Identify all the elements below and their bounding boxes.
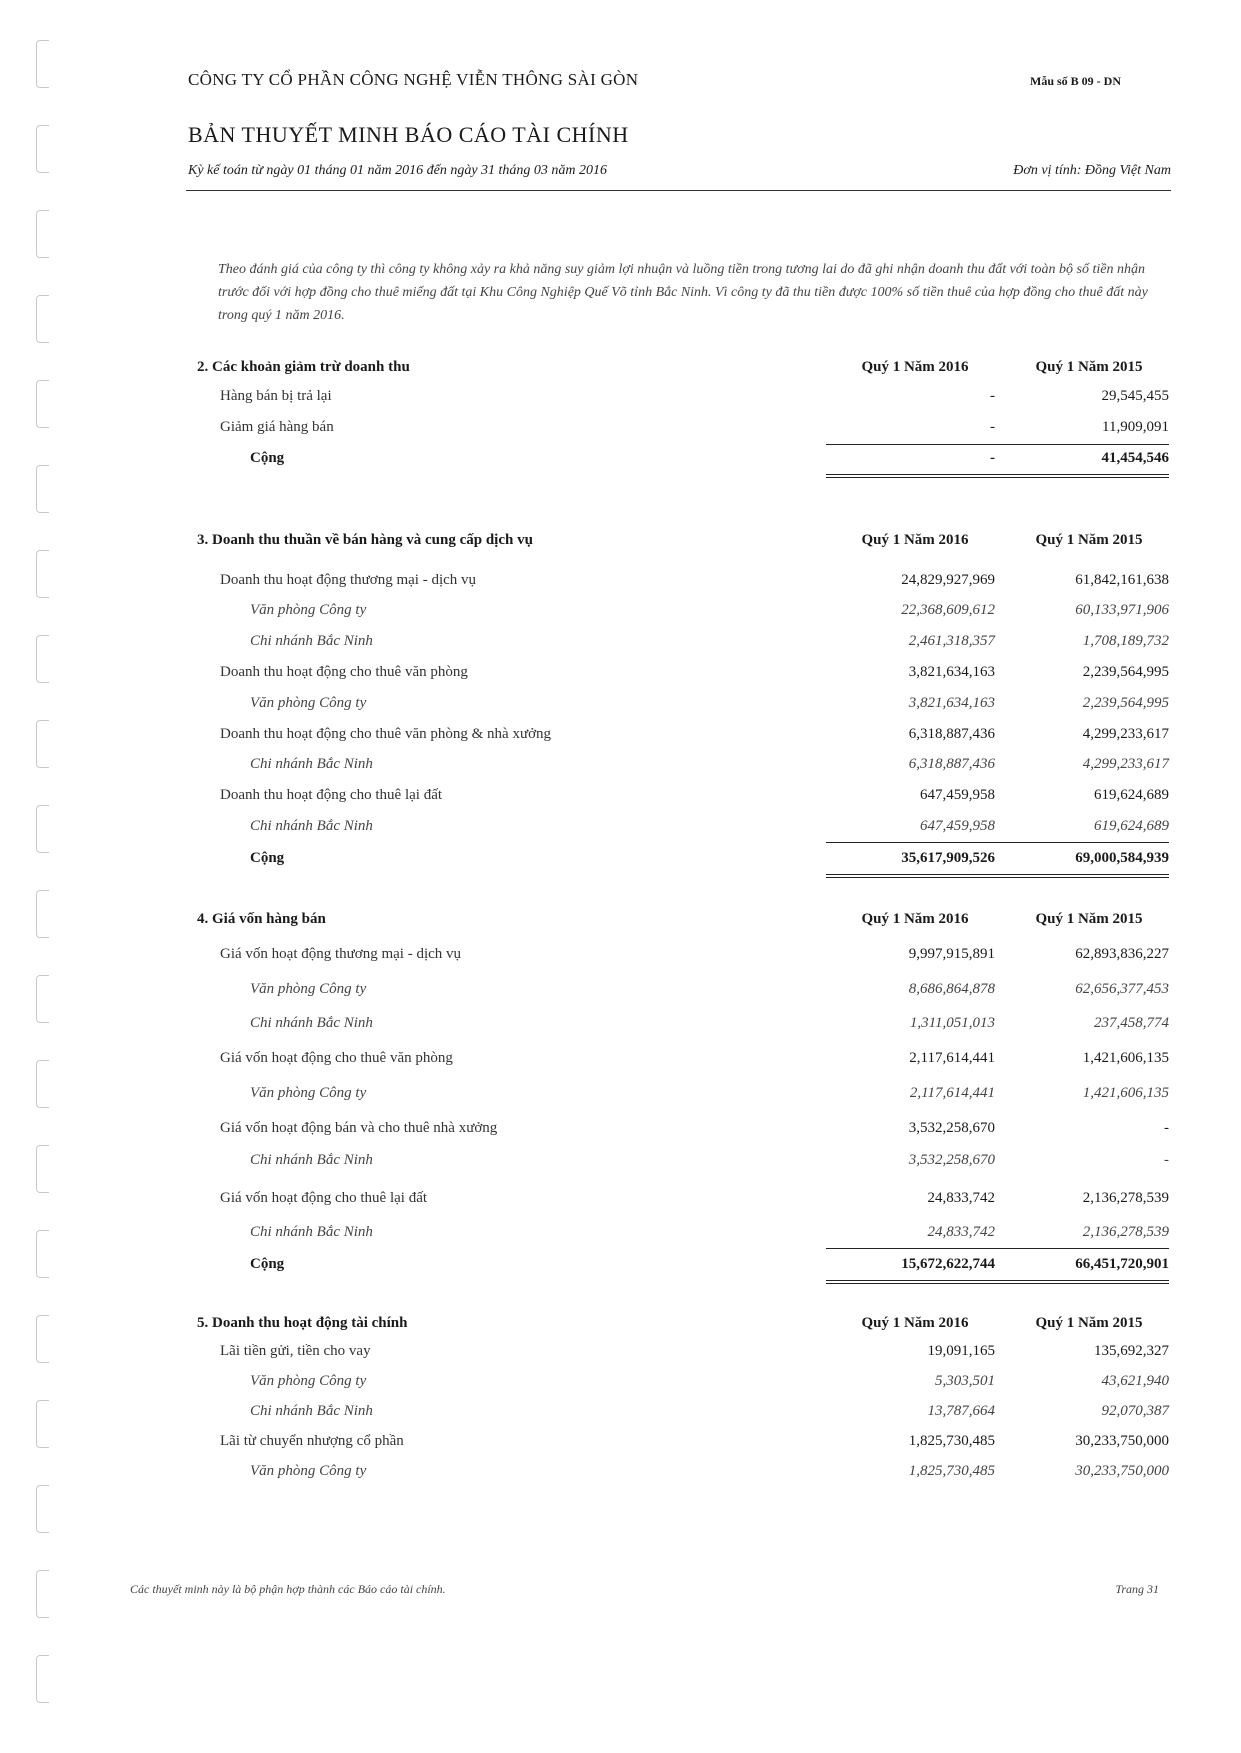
value-2016: 3,532,258,670 [908, 1152, 995, 1168]
footer-note: Các thuyết minh này là bộ phận hợp thành các Báo cáo tài chính. [130, 1582, 446, 1596]
value-2015: 1,421,606,135 [1082, 1050, 1169, 1066]
row-label: Giá vốn hoạt động thương mại - dịch vụ [220, 946, 462, 962]
table-row [0, 722, 1241, 748]
column-header-2016: Quý 1 Năm 2016 [861, 1315, 969, 1331]
table-row [0, 783, 1241, 809]
row-label: Doanh thu hoạt động thương mại - dịch vụ [220, 572, 477, 588]
column-header-2015: Quý 1 Năm 2015 [1035, 911, 1143, 927]
company-name: CÔNG TY CỔ PHẦN CÔNG NGHỆ VIỄN THÔNG SÀI GÒN [188, 70, 639, 89]
value-2015: 4,299,233,617 [1082, 756, 1169, 772]
value-2015: 2,239,564,995 [1082, 664, 1169, 680]
value-2016: 1,825,730,485 [908, 1433, 995, 1449]
table-row [0, 1399, 1241, 1425]
value-2016: 2,117,614,441 [909, 1085, 995, 1101]
value-2016: 22,368,609,612 [901, 602, 995, 618]
table-row [0, 942, 1241, 968]
value-2015: 11,909,091 [1102, 419, 1169, 435]
value-2016: 3,532,258,670 [908, 1120, 995, 1136]
intro-paragraph: Theo đánh giá của công ty thì công ty không xảy ra khả năng suy giảm lợi nhuận và luồng tiền trong tương lai do đã ghi nhận doanh thu đất với toàn bộ số tiền nhận trước đối với hợp đồng cho thuê miếng đất tại Khu Công Nghiệp Quế Võ tỉnh Bắc Ninh. Vì công ty đã thu tiền được 100% số tiền thuê của hợp đồng cho thuê đất này trong quý 1 năm 2016. [218, 262, 1148, 323]
table-row [0, 1429, 1241, 1455]
row-label: Chi nhánh Bắc Ninh [250, 1224, 373, 1240]
value-2016: 2,117,614,441 [909, 1050, 995, 1066]
total-2016: 35,617,909,526 [901, 850, 995, 866]
column-header-2015: Quý 1 Năm 2015 [1035, 359, 1143, 375]
value-2015: 61,842,161,638 [1075, 572, 1169, 588]
table-row [0, 1339, 1241, 1365]
table-row [0, 752, 1241, 778]
value-2016: 647,459,958 [920, 787, 995, 803]
row-label: Doanh thu hoạt động cho thuê văn phòng & nhà xưởng [220, 726, 552, 742]
table-row [0, 814, 1241, 840]
value-2016: 3,821,634,163 [908, 695, 995, 711]
column-header-2016: Quý 1 Năm 2016 [861, 532, 969, 548]
table-row [0, 568, 1241, 594]
value-2016: - [990, 388, 995, 404]
value-2015: - [1164, 1152, 1169, 1168]
table-row [0, 977, 1241, 1003]
value-2016: 6,318,887,436 [908, 726, 995, 742]
value-2015: 1,708,189,732 [1082, 633, 1169, 649]
total-2015: 69,000,584,939 [1075, 850, 1169, 866]
section-header [0, 355, 1241, 381]
value-2016: 1,311,051,013 [909, 1015, 995, 1031]
value-2016: 9,997,915,891 [908, 946, 995, 962]
row-label: Chi nhánh Bắc Ninh [250, 818, 373, 834]
row-label: Hàng bán bị trả lại [220, 388, 332, 404]
row-label: Giá vốn hoạt động cho thuê văn phòng [220, 1050, 453, 1066]
column-header-2015: Quý 1 Năm 2015 [1035, 1315, 1143, 1331]
page-number: Trang 31 [1115, 1582, 1159, 1596]
value-2015: 135,692,327 [1094, 1343, 1169, 1359]
value-2015: 619,624,689 [1094, 818, 1169, 834]
section-title: 5. Doanh thu hoạt động tài chính [197, 1315, 408, 1331]
total-row [0, 1252, 1241, 1278]
row-label: Giá vốn hoạt động cho thuê lại đất [220, 1190, 428, 1206]
table-row [0, 691, 1241, 717]
value-2015: 619,624,689 [1094, 787, 1169, 803]
table-row [0, 1148, 1241, 1174]
total-2015: 41,454,546 [1101, 450, 1169, 466]
value-2016: 24,833,742 [927, 1224, 995, 1240]
row-label: Chi nhánh Bắc Ninh [250, 1403, 373, 1419]
value-2016: 3,821,634,163 [908, 664, 995, 680]
row-label: Lãi tiền gửi, tiền cho vay [220, 1343, 371, 1359]
row-label: Văn phòng Công ty [250, 1463, 367, 1479]
total-double-rule [826, 1280, 1169, 1284]
section-header [0, 528, 1241, 554]
currency-unit: Đơn vị tính: Đồng Việt Nam [1013, 163, 1171, 178]
value-2016: 8,686,864,878 [908, 981, 995, 997]
column-header-2016: Quý 1 Năm 2016 [861, 359, 969, 375]
value-2016: 647,459,958 [920, 818, 995, 834]
total-row [0, 846, 1241, 872]
total-double-rule [826, 474, 1169, 478]
total-label: Cộng [250, 850, 285, 866]
table-row [0, 1081, 1241, 1107]
row-label: Doanh thu hoạt động cho thuê văn phòng [220, 664, 468, 680]
column-header-2015: Quý 1 Năm 2015 [1035, 532, 1143, 548]
value-2016: 6,318,887,436 [908, 756, 995, 772]
subtotal-rule [826, 1248, 1169, 1249]
total-label: Cộng [250, 1256, 285, 1272]
total-label: Cộng [250, 450, 285, 466]
value-2016: 2,461,318,357 [908, 633, 995, 649]
section-title: 3. Doanh thu thuần về bán hàng và cung cấp dịch vụ [197, 532, 533, 548]
subtotal-rule [826, 444, 1169, 445]
row-label: Văn phòng Công ty [250, 1085, 367, 1101]
table-row [0, 415, 1241, 441]
table-row [0, 598, 1241, 624]
value-2016: 19,091,165 [927, 1343, 995, 1359]
section-header [0, 1311, 1241, 1337]
row-label: Chi nhánh Bắc Ninh [250, 633, 373, 649]
total-2016: - [990, 450, 995, 466]
section-header [0, 907, 1241, 933]
value-2016: 24,829,927,969 [901, 572, 995, 588]
value-2016: 1,825,730,485 [908, 1463, 995, 1479]
value-2016: 24,833,742 [927, 1190, 995, 1206]
table-row [0, 1220, 1241, 1246]
value-2016: 5,303,501 [935, 1373, 995, 1389]
row-label: Giảm giá hàng bán [220, 419, 334, 435]
value-2015: 29,545,455 [1101, 388, 1169, 404]
form-code: Mẫu số B 09 - DN [1030, 74, 1122, 88]
value-2015: 30,233,750,000 [1075, 1463, 1169, 1479]
document-title: BẢN THUYẾT MINH BÁO CÁO TÀI CHÍNH [188, 122, 629, 147]
table-row [0, 660, 1241, 686]
value-2015: 2,136,278,539 [1082, 1224, 1169, 1240]
value-2015: 62,656,377,453 [1075, 981, 1169, 997]
value-2016: 13,787,664 [927, 1403, 995, 1419]
subtotal-rule [826, 842, 1169, 843]
table-row [0, 1369, 1241, 1395]
total-2015: 66,451,720,901 [1075, 1256, 1169, 1272]
value-2015: 2,239,564,995 [1082, 695, 1169, 711]
row-label: Doanh thu hoạt động cho thuê lại đất [220, 787, 443, 803]
table-row [0, 1011, 1241, 1037]
value-2015: - [1164, 1120, 1169, 1136]
table-row [0, 384, 1241, 410]
total-row [0, 446, 1241, 472]
row-label: Chi nhánh Bắc Ninh [250, 1015, 373, 1031]
value-2015: 62,893,836,227 [1075, 946, 1169, 962]
column-header-2016: Quý 1 Năm 2016 [861, 911, 969, 927]
value-2015: 43,621,940 [1101, 1373, 1169, 1389]
value-2015: 92,070,387 [1101, 1403, 1169, 1419]
table-row [0, 1186, 1241, 1212]
row-label: Chi nhánh Bắc Ninh [250, 1152, 373, 1168]
row-label: Văn phòng Công ty [250, 602, 367, 618]
table-row [0, 1116, 1241, 1142]
table-row [0, 629, 1241, 655]
reporting-period: Kỳ kế toán từ ngày 01 tháng 01 năm 2016 đến ngày 31 tháng 03 năm 2016 [188, 163, 608, 178]
value-2015: 1,421,606,135 [1082, 1085, 1169, 1101]
header-divider [186, 190, 1171, 191]
table-row [0, 1046, 1241, 1072]
row-label: Văn phòng Công ty [250, 1373, 367, 1389]
row-label: Chi nhánh Bắc Ninh [250, 756, 373, 772]
row-label: Lãi từ chuyển nhượng cổ phần [220, 1433, 404, 1449]
row-label: Văn phòng Công ty [250, 695, 367, 711]
value-2015: 60,133,971,906 [1075, 602, 1169, 618]
total-double-rule [826, 874, 1169, 878]
total-2016: 15,672,622,744 [901, 1256, 995, 1272]
section-title: 4. Giá vốn hàng bán [197, 911, 326, 927]
table-row [0, 1459, 1241, 1485]
binder-holes [0, 0, 80, 1753]
row-label: Văn phòng Công ty [250, 981, 367, 997]
value-2015: 237,458,774 [1094, 1015, 1169, 1031]
value-2015: 2,136,278,539 [1082, 1190, 1169, 1206]
value-2015: 4,299,233,617 [1082, 726, 1169, 742]
value-2016: - [990, 419, 995, 435]
section-title: 2. Các khoản giảm trừ doanh thu [197, 359, 410, 375]
value-2015: 30,233,750,000 [1075, 1433, 1169, 1449]
row-label: Giá vốn hoạt động bán và cho thuê nhà xưởng [220, 1120, 498, 1136]
